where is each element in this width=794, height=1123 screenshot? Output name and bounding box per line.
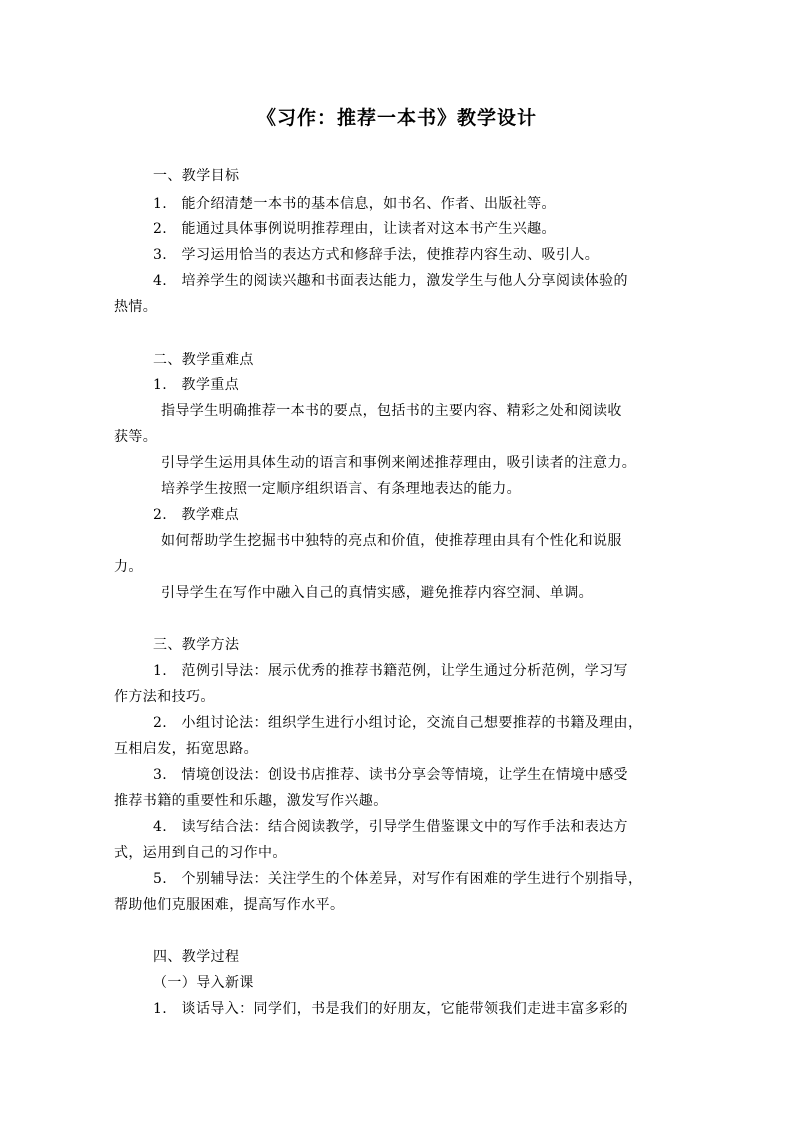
goal-item-1: 1. 能介绍清楚一本书的基本信息，如书名、作者、出版社等。 — [153, 196, 556, 212]
section-heading-goals: 一、教学目标 — [153, 168, 240, 184]
section-heading-key-points: 二、教学重难点 — [153, 352, 254, 368]
method-line-3: 3. 情境创设法：创设书店推荐、读书分享会等情境，让学生在情境中感受 — [153, 767, 628, 783]
method-line-4-cont: 式，运用到自己的习作中。 — [114, 845, 287, 861]
method-line-1-cont: 作方法和技巧。 — [114, 689, 215, 705]
section-heading-process: 四、教学过程 — [153, 949, 240, 965]
method-line-5-cont: 帮助他们克服困难，提高写作水平。 — [114, 897, 345, 913]
method-line-4: 4. 读写结合法：结合阅读教学，引导学生借鉴课文中的写作手法和表达方 — [153, 819, 628, 835]
key-focus-line-1-cont: 获等。 — [114, 429, 158, 445]
process-line-1: 1. 谈话导入：同学们，书是我们的好朋友，它能带领我们走进丰富多彩的 — [153, 1001, 628, 1017]
key-difficulty-line-2: 引导学生在写作中融入自己的真情实感，避免推荐内容空洞、单调。 — [161, 585, 593, 601]
document-title: 《习作：推荐一本书》教学设计 — [256, 107, 537, 129]
goal-item-2: 2. 能通过具体事例说明推荐理由，让读者对这本书产生兴趣。 — [153, 221, 556, 237]
section-heading-methods: 三、教学方法 — [153, 637, 240, 653]
key-focus-line-2: 引导学生运用具体生动的语言和事例来阐述推荐理由，吸引读者的注意力。 — [161, 455, 637, 471]
method-line-5: 5. 个别辅导法：关注学生的个体差异，对写作有困难的学生进行个别指导， — [153, 871, 643, 887]
goal-item-4: 4. 培养学生的阅读兴趣和书面表达能力，激发学生与他人分享阅读体验的 — [153, 273, 628, 289]
key-difficulty-line-1-cont: 力。 — [114, 559, 143, 575]
goal-item-4-cont: 热情。 — [114, 299, 158, 315]
subheading-key-difficulty: 2. 教学难点 — [153, 507, 240, 523]
subheading-key-focus: 1. 教学重点 — [153, 377, 240, 393]
subheading-introduction: （一）导入新课 — [153, 975, 254, 991]
method-line-2: 2. 小组讨论法：组织学生进行小组讨论，交流自己想要推荐的书籍及理由， — [153, 715, 643, 731]
method-line-2-cont: 互相启发，拓宽思路。 — [114, 741, 258, 757]
method-line-3-cont: 推荐书籍的重要性和乐趣，激发写作兴趣。 — [114, 793, 388, 809]
key-difficulty-line-1: 如何帮助学生挖掘书中独特的亮点和价值，使推荐理由具有个性化和说服 — [161, 533, 622, 549]
key-focus-line-1: 指导学生明确推荐一本书的要点，包括书的主要内容、精彩之处和阅读收 — [161, 403, 622, 419]
goal-item-3: 3. 学习运用恰当的表达方式和修辞手法，使推荐内容生动、吸引人。 — [153, 247, 600, 263]
method-line-1: 1. 范例引导法：展示优秀的推荐书籍范例，让学生通过分析范例，学习写 — [153, 663, 628, 679]
key-focus-line-3: 培养学生按照一定顺序组织语言、有条理地表达的能力。 — [161, 481, 521, 497]
